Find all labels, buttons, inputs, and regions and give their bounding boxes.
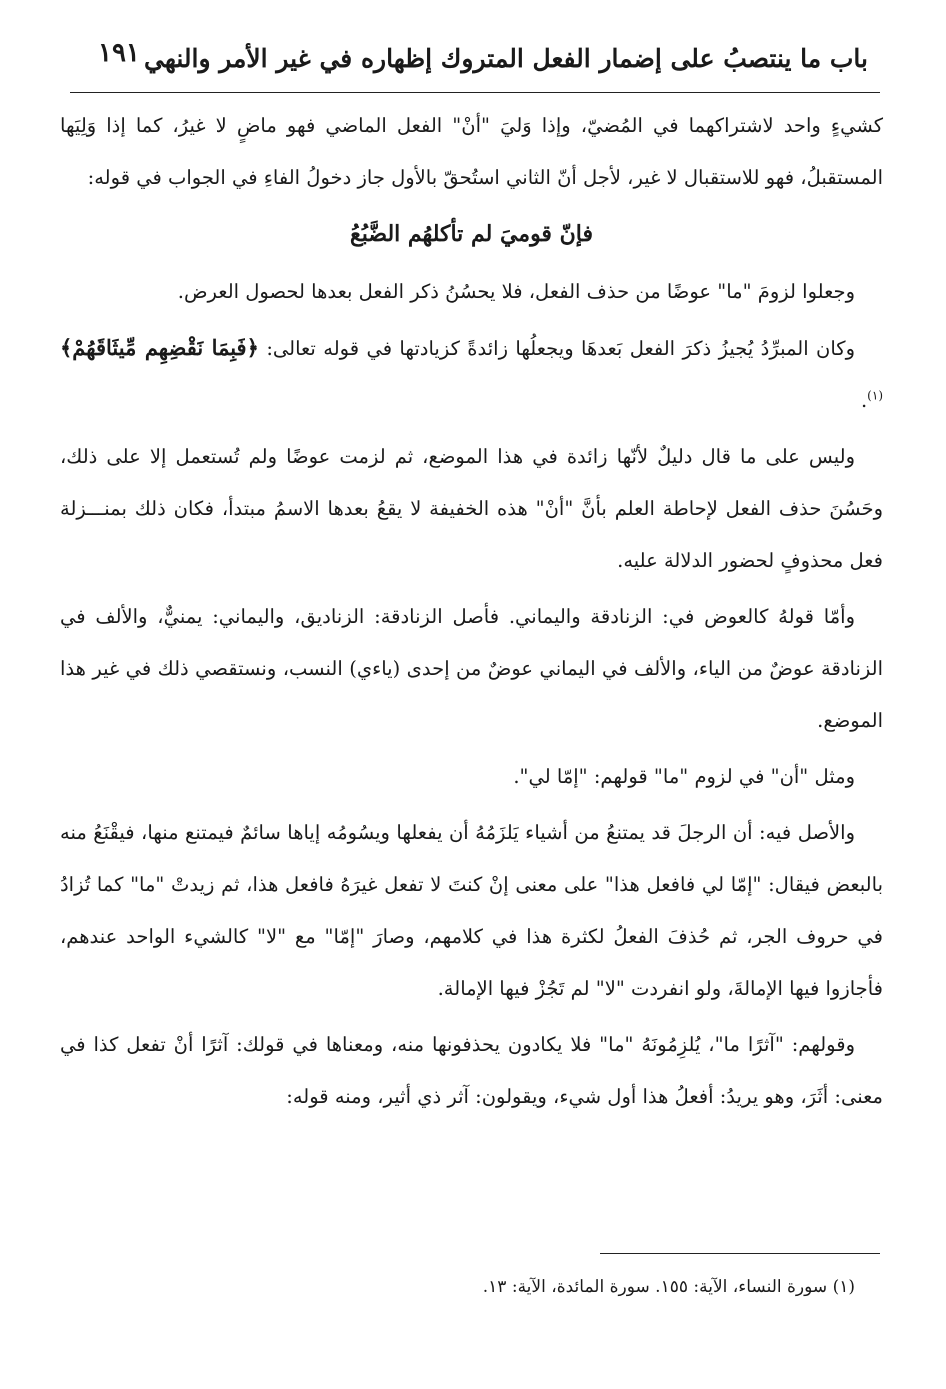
paragraph: وقولهم: "آثرًا ما"، يُلزِمُونَهُ "ما" فلا يكادون يحذفونها منه، ومعناها في قولك: آثرًا أنْ تفعل كذا في معنى: أثَرَ، وهو يريدُ: أفعلُ هذا أول شيء، ويقولون: آثر ذي أثير، ومنه قوله: <box>60 1033 883 1108</box>
paragraph: وجعلوا لزومَ "ما" عوضًا من حذف الفعل، فلا يحسُنُ ذكر الفعل بعدها لحصول العرض. <box>177 280 855 303</box>
poetry-verse: فإنّ قوميَ لم تأكلهُم الضَّبُعُ <box>350 221 593 247</box>
paragraph: وليس على ما قال دليلٌ لأنّها زائدة في هذا الموضع، ثم لزمت عوضًا ولم تُستعمل إلا على ذلك، وحَسُنَ حذف الفعل لإحاطة العلم بأنَّ "أنْ" هذه الخفيفة لا يقعُ بعدها الاسمُ مبتدأ، فكان ذلك بمنـــزلة فعل محذوفٍ لحضور الدلالة عليه. <box>60 445 883 572</box>
main-text <box>60 100 883 1127</box>
paragraph-text: وكان المبرِّدُ يُجيزُ ذكرَ الفعل بَعدهَا ويجعلُها زائدةً كزيادتها في قوله تعالى: <box>266 337 856 360</box>
page-number: ١٩١ <box>98 38 140 68</box>
paragraph-text-end: . <box>860 389 868 412</box>
paragraph: والأصل فيه: أن الرجلَ قد يمتنعُ من أشياء يَلزَمُهُ أن يفعلها ويسُومُه إياها سائمٌ فيمتنع منها، فيقْنَعُ منه بالبعض فيقال: "إمّا لي فافعل هذا" على معنى إنْ كنتَ لا تفعل غيرَهُ فافعل هذا، ثم زيدتْ "ما" كما تُزادُ في حروف الجر، ثم حُذفَ الفعلُ لكثرة هذا في كلامهم، وصارَ "إمّا" مع "لا" كالشيء الواحد عندهم، فأجازوا فيها الإمالةَ، ولو انفردت "لا" لم تَجُزْ فيها الإمالة. <box>60 821 883 1000</box>
paragraph: كشيءٍ واحد لاشتراكهما في المُضيّ، وإذا وَليَ "أنْ" الفعل الماضي فهو ماضٍ لا غيرُ، كما إذا وَلِيَها المستقبلُ، فهو للاستقبال لا غير، لأجل أنّ الثاني استُحقّ بالأول جاز دخولُ الفاءِ في الجواب في قوله: <box>60 114 883 189</box>
running-title: باب ما ينتصبُ على إضمار الفعل المتروك إظهاره في غير الأمر والنهي <box>144 44 868 73</box>
footnote-reference: (١) <box>867 388 883 403</box>
footnote: (١) سورة النساء، الآية: ١٥٥. سورة المائدة، الآية: ١٣. <box>482 1277 855 1297</box>
paragraph: وأمّا قولهُ كالعوض في: الزنادقة واليماني. فأصل الزنادقة: الزناديق، واليماني: يمنيٌّ، والألف في الزنادقة عوضٌ من الياء، والألف في اليماني عوضٌ من إحدى (ياءي) النسب، ونستقصي ذلك في غير هذا الموضع. <box>60 605 883 732</box>
paragraph <box>60 322 883 427</box>
footnote-separator <box>600 1253 880 1254</box>
page-header <box>70 30 880 93</box>
paragraph: ومثل "أن" في لزوم "ما" قولهم: "إمّا لي". <box>513 765 855 788</box>
quran-quote: ﴿فَبِمَا نَقْضِهِم مِّيثَاقَهُمْ﴾ <box>60 335 259 360</box>
